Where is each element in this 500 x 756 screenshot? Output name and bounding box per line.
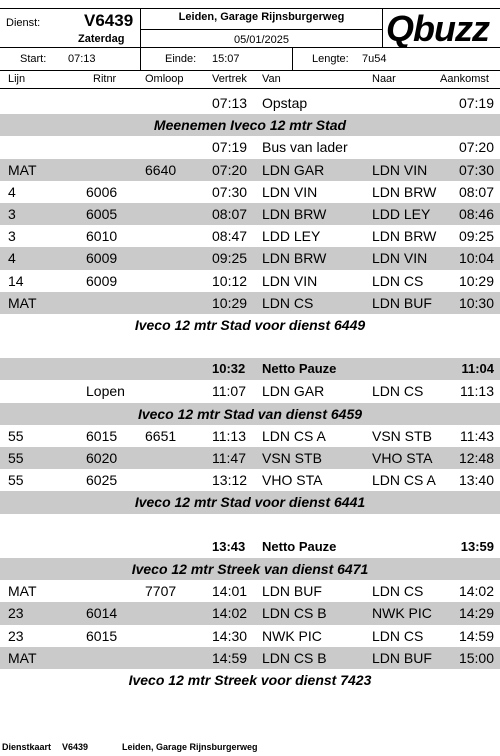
dienst-label: Dienst:	[6, 17, 41, 29]
ritnr-cell: 6009	[86, 250, 118, 267]
omloop-cell: 7707	[145, 583, 177, 600]
lijn-cell: 23	[8, 627, 24, 644]
lijn-cell: 55	[8, 427, 24, 444]
van-stop: LDN CS B	[262, 649, 327, 666]
trip-row	[0, 181, 500, 203]
pause-row	[0, 536, 500, 558]
spacer-row	[0, 514, 500, 536]
lijn-cell: MAT	[8, 649, 37, 666]
section-title: Iveco 12 mtr Stad voor dienst 6441	[134, 494, 366, 511]
ritnr-cell: Lopen	[86, 383, 125, 400]
trip-row	[0, 136, 500, 158]
van-stop: LDN CS B	[262, 605, 327, 622]
naar-stop: LDD LEY	[372, 205, 431, 222]
ritnr-cell: 6015	[86, 427, 118, 444]
header	[0, 8, 500, 48]
ritnr-cell: 6014	[86, 605, 118, 622]
aankomst-time: 07:20	[458, 139, 494, 156]
aankomst-time: 11:43	[460, 427, 494, 444]
aankomst-time: 11:13	[460, 383, 494, 400]
vehicle-section-row	[0, 491, 500, 513]
vertrek-time: 14:02	[212, 605, 248, 622]
vertrek-time: 07:20	[212, 161, 248, 178]
lijn-cell: 55	[8, 450, 24, 466]
van-stop: VHO STA	[262, 472, 323, 489]
trip-row	[0, 292, 500, 314]
vertrek-time: 07:13	[212, 95, 248, 111]
naar-stop: LDN BUF	[372, 294, 432, 311]
divider	[140, 48, 141, 70]
trip-row	[0, 625, 500, 647]
vertrek-time: 13:12	[212, 472, 248, 489]
lengte-label: Lengte:	[312, 53, 349, 65]
trip-row	[0, 425, 500, 447]
trip-row	[0, 203, 500, 225]
lijn-cell: 4	[8, 183, 16, 200]
column-header-row	[0, 71, 500, 89]
lijn-cell: 3	[8, 205, 16, 222]
aankomst-time: 15:00	[458, 649, 494, 666]
day-label: Zaterdag	[78, 33, 125, 45]
ritnr-cell: 6025	[86, 472, 118, 489]
section-title: Iveco 12 mtr Streek voor dienst 7423	[128, 671, 372, 688]
naar-stop: LDN CS	[372, 627, 424, 644]
van-stop: LDN BUF	[262, 583, 322, 600]
trip-row	[0, 602, 500, 624]
vehicle-section-row	[0, 403, 500, 425]
van-stop: LDN CS	[262, 294, 314, 311]
divider	[141, 29, 382, 30]
vehicle-section-row	[0, 558, 500, 580]
vehicle-section-row	[0, 114, 500, 136]
lijn-cell: 14	[8, 272, 24, 289]
vertrek-time: 09:25	[212, 250, 248, 267]
vertrek-time: 07:19	[212, 139, 248, 156]
van-stop: LDN VIN	[262, 183, 318, 200]
vertrek-time: 08:07	[212, 205, 248, 222]
ritnr-cell: 6005	[86, 205, 118, 222]
divider	[292, 48, 293, 70]
van-stop: Opstap	[262, 95, 308, 111]
trip-row	[0, 380, 500, 402]
van-stop: LDN BRW	[262, 250, 327, 267]
naar-stop: VSN STB	[372, 427, 432, 444]
vertrek-time: 08:47	[212, 228, 248, 245]
ritnr-cell: 6009	[86, 272, 118, 289]
col-omloop: Omloop	[145, 73, 184, 85]
col-van: Van	[262, 73, 281, 85]
vertrek-time: 11:13	[212, 427, 246, 444]
vertrek-time: 13:43	[212, 538, 246, 554]
vertrek-time: 11:47	[212, 450, 246, 466]
footer-label: Dienstkaart	[2, 742, 52, 752]
pause-row	[0, 358, 500, 380]
aankomst-time: 14:29	[458, 605, 494, 622]
aankomst-time: 09:25	[458, 228, 494, 245]
aankomst-time: 10:30	[458, 294, 494, 311]
service-date: 05/01/2025	[233, 34, 290, 46]
trip-row	[0, 247, 500, 269]
lijn-cell: 23	[8, 605, 24, 622]
ritnr-cell: 6020	[86, 450, 118, 466]
van-stop: LDN GAR	[262, 161, 325, 178]
col-vertrek: Vertrek	[212, 73, 247, 85]
ritnr-cell: 6015	[86, 627, 118, 644]
aankomst-time: 10:29	[458, 272, 494, 289]
vertrek-time: 10:32	[212, 361, 246, 377]
van-stop: LDN GAR	[262, 383, 325, 400]
qbuzz-logo: Qbuzz	[386, 8, 489, 49]
aankomst-time: 11:04	[461, 361, 494, 377]
col-naar: Naar	[372, 73, 396, 85]
vertrek-time: 14:30	[212, 627, 248, 644]
omloop-cell: 6651	[145, 427, 177, 444]
lijn-cell: 55	[8, 472, 24, 489]
trip-row	[0, 92, 500, 114]
aankomst-time: 14:59	[458, 627, 494, 644]
divider	[382, 9, 383, 48]
aankomst-time: 13:59	[460, 538, 494, 554]
ritnr-cell: 6006	[86, 183, 118, 200]
section-title: Meenemen Iveco 12 mtr Stad	[153, 117, 347, 134]
shift-info-bar	[0, 48, 500, 71]
aankomst-time: 07:19	[458, 95, 494, 111]
start-label: Start:	[20, 53, 47, 65]
naar-stop: LDN CS	[372, 272, 424, 289]
lijn-cell: 3	[8, 228, 16, 245]
aankomst-time: 08:07	[458, 183, 494, 200]
naar-stop: LDN VIN	[372, 250, 428, 267]
ritnr-cell: 6010	[86, 228, 118, 245]
naar-stop: LDN BRW	[372, 183, 437, 200]
trip-row	[0, 447, 500, 469]
col-aankomst: Aankomst	[440, 73, 489, 85]
vertrek-time: 10:29	[212, 294, 248, 311]
lengte-value: 7u54	[362, 53, 387, 65]
vertrek-time: 14:01	[212, 583, 248, 600]
vehicle-section-row	[0, 669, 500, 691]
naar-stop: LDN BUF	[372, 649, 432, 666]
van-stop: LDD LEY	[262, 228, 321, 245]
vertrek-time: 07:30	[212, 183, 248, 200]
van-stop: LDN BRW	[262, 205, 327, 222]
aankomst-time: 12:48	[458, 450, 494, 466]
naar-stop: VHO STA	[372, 450, 433, 466]
trip-row	[0, 225, 500, 247]
aankomst-time: 07:30	[458, 161, 494, 178]
van-stop: VSN STB	[262, 450, 322, 466]
vertrek-time: 10:12	[212, 272, 248, 289]
vertrek-time: 14:59	[212, 649, 248, 666]
spacer-row	[0, 336, 500, 358]
van-stop: LDN VIN	[262, 272, 318, 289]
naar-stop: LDN CS	[372, 383, 424, 400]
pause-label: Netto Pauze	[262, 361, 337, 377]
section-title: Iveco 12 mtr Stad voor dienst 6449	[134, 316, 366, 333]
einde-time: 15:07	[212, 53, 240, 65]
vehicle-section-row	[0, 314, 500, 336]
footer-code: V6439	[62, 742, 89, 752]
aankomst-time: 10:04	[458, 250, 494, 267]
van-stop: LDN CS A	[262, 427, 326, 444]
col-ritnr: Ritnr	[93, 73, 117, 85]
trip-row	[0, 469, 500, 491]
van-stop: Bus van lader	[262, 139, 348, 156]
trip-row	[0, 270, 500, 292]
van-stop: NWK PIC	[262, 627, 322, 644]
naar-stop: NWK PIC	[372, 605, 432, 622]
lijn-cell: MAT	[8, 294, 37, 311]
schedule-table	[0, 92, 500, 691]
footer-location: Leiden, Garage Rijnsburgerweg	[122, 742, 258, 752]
dienst-code: V6439	[84, 11, 134, 30]
trip-row	[0, 647, 500, 669]
vertrek-time: 11:07	[212, 383, 246, 400]
lijn-cell: 4	[8, 250, 16, 267]
trip-row	[0, 580, 500, 602]
start-time: 07:13	[68, 53, 96, 65]
aankomst-time: 08:46	[458, 205, 494, 222]
garage-location: Leiden, Garage Rijnsburgerweg	[178, 11, 345, 23]
pause-label: Netto Pauze	[262, 538, 337, 554]
naar-stop: LDN CS A	[372, 472, 436, 489]
lijn-cell: MAT	[8, 161, 37, 178]
section-title: Iveco 12 mtr Stad van dienst 6459	[137, 405, 363, 422]
lijn-cell: MAT	[8, 583, 37, 600]
aankomst-time: 14:02	[458, 583, 494, 600]
naar-stop: LDN CS	[372, 583, 424, 600]
section-title: Iveco 12 mtr Streek van dienst 6471	[131, 560, 369, 577]
einde-label: Einde:	[165, 53, 197, 65]
naar-stop: LDN BRW	[372, 228, 437, 245]
footer	[0, 740, 500, 756]
trip-row	[0, 159, 500, 181]
aankomst-time: 13:40	[458, 472, 494, 489]
naar-stop: LDN VIN	[372, 161, 428, 178]
col-lijn: Lijn	[8, 73, 26, 85]
omloop-cell: 6640	[145, 161, 177, 178]
